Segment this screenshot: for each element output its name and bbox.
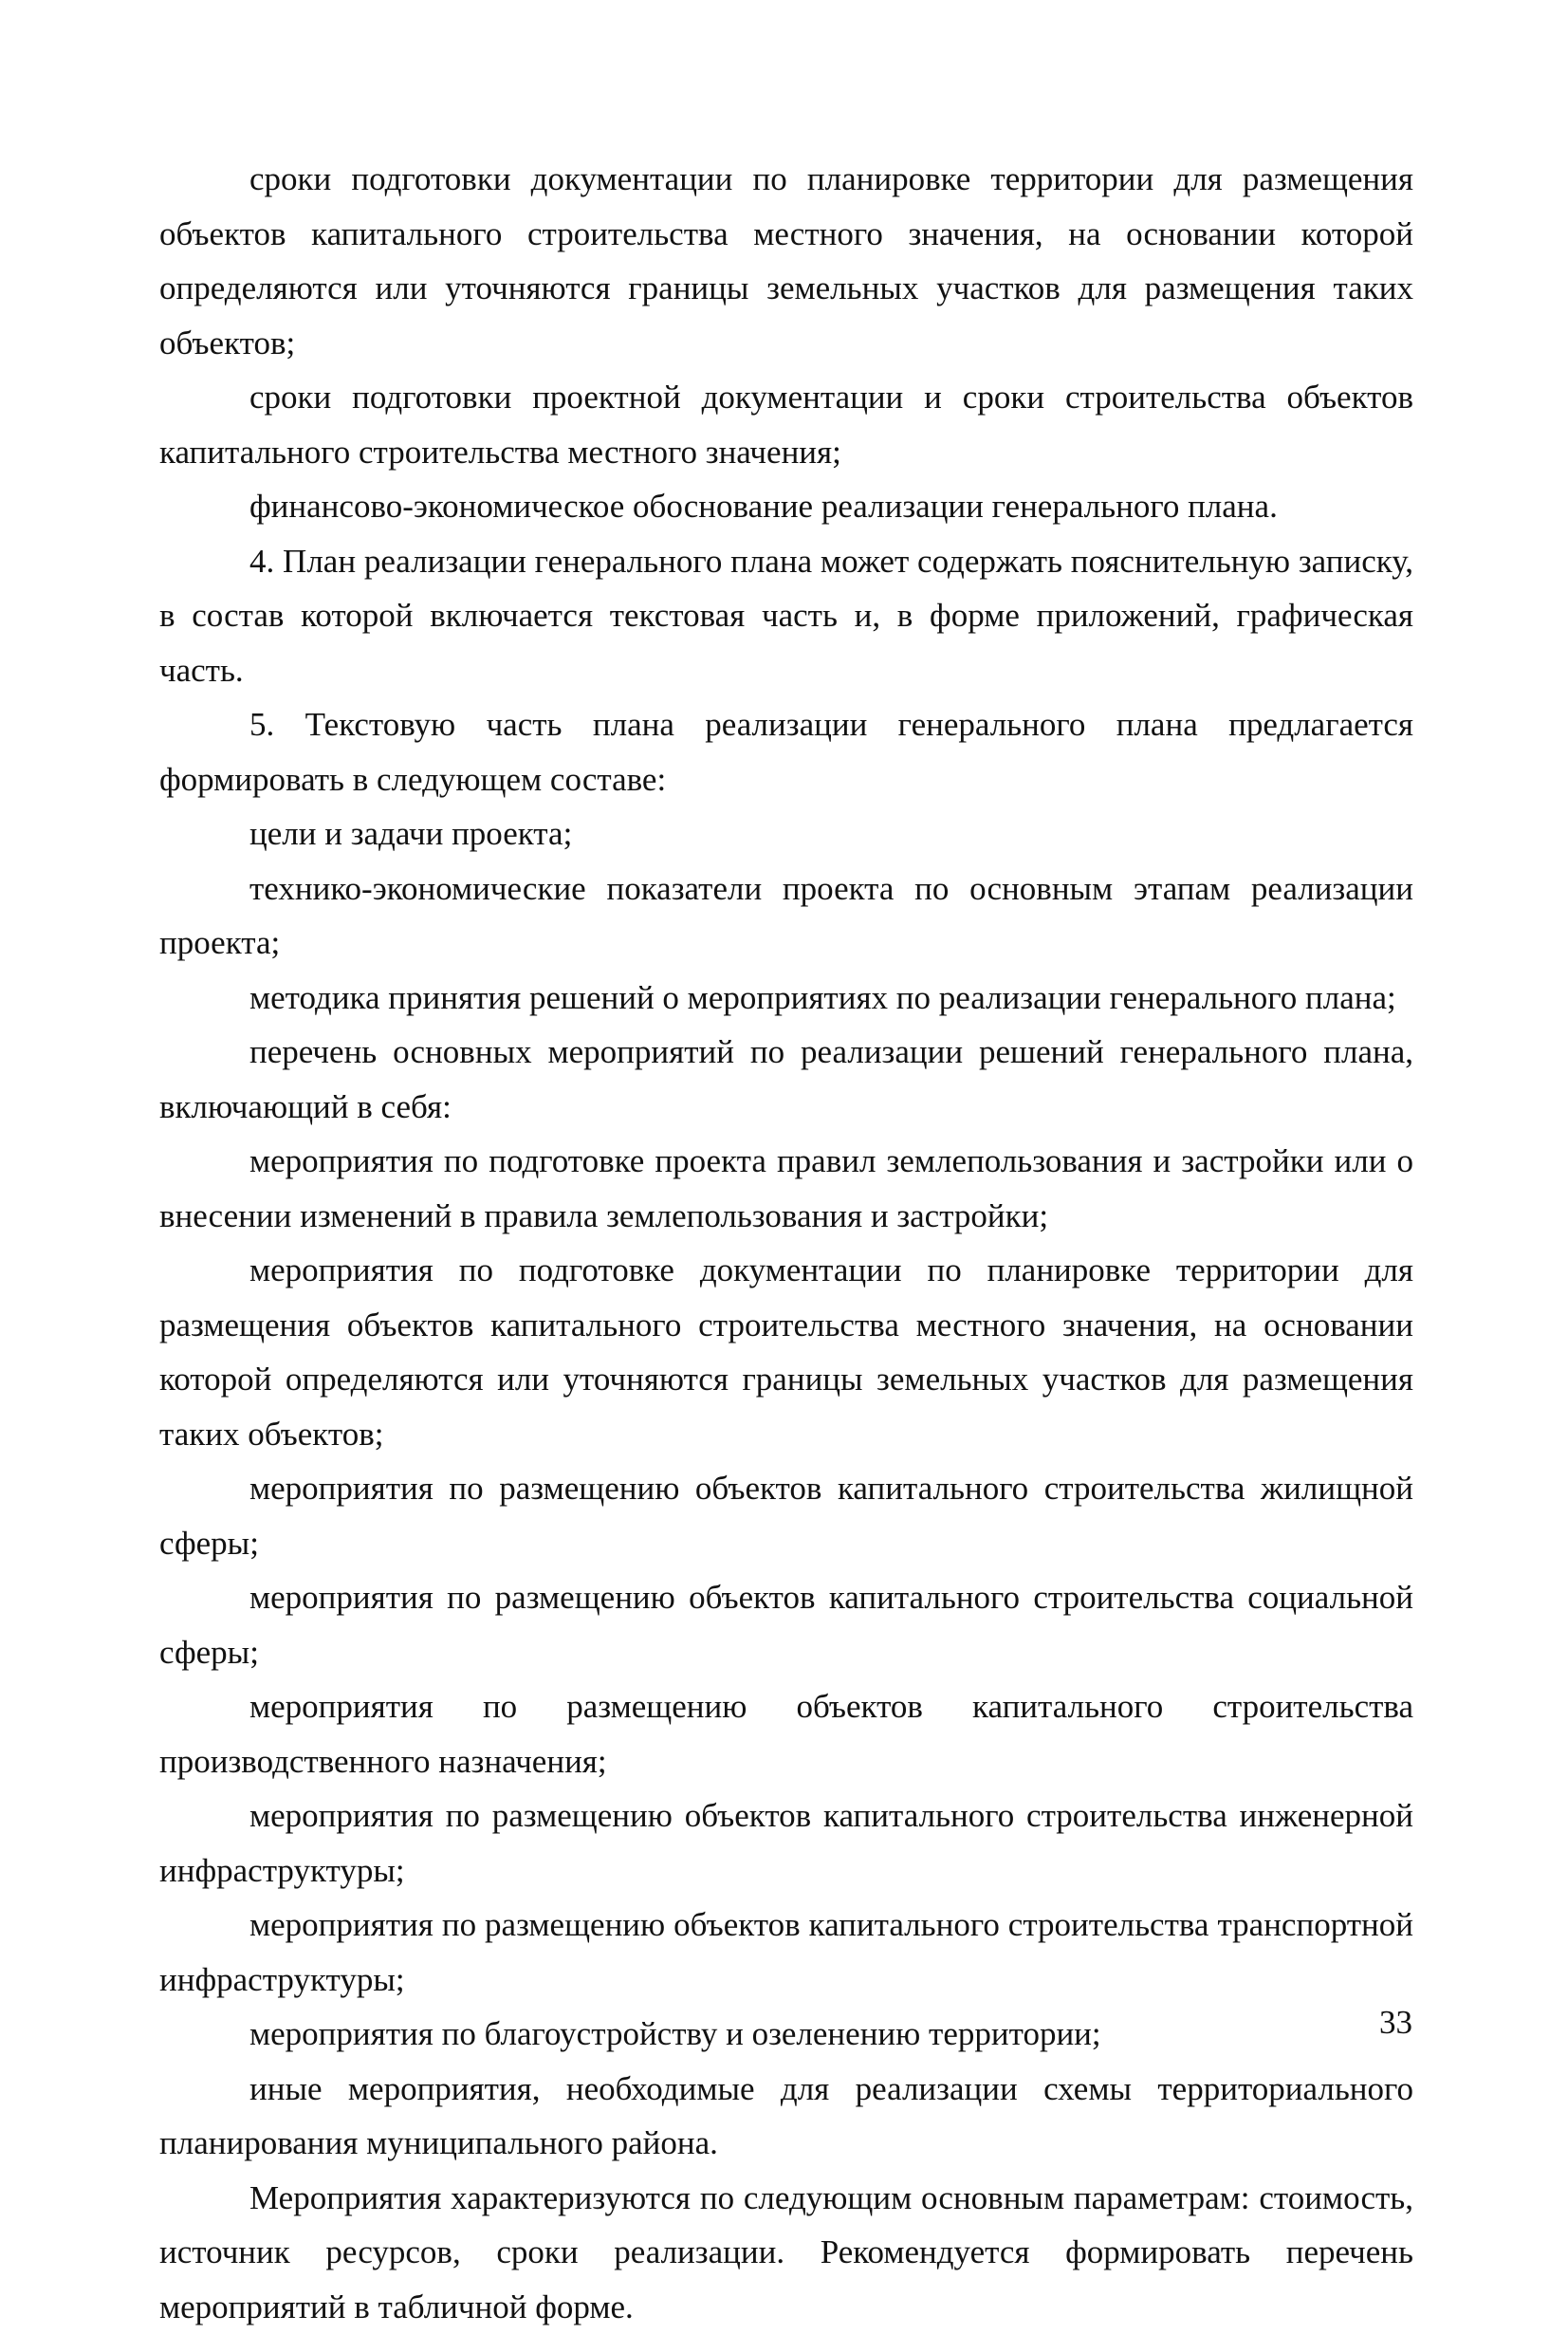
paragraph-other-measures: иные мероприятия, необходимые для реализации схемы территориального планирования муниципального района. — [159, 2062, 1413, 2171]
paragraph-landscaping: мероприятия по благоустройству и озеленению территории; — [159, 2007, 1413, 2062]
paragraph-design-construction-deadlines: сроки подготовки проектной документации и сроки строительства объектов капитального строительства местного значения; — [159, 370, 1413, 479]
paragraph-land-use-rules: мероприятия по подготовке проекта правил землепользования и застройки или о внесении изменений в правила землепользования и застройки; — [159, 1134, 1413, 1243]
paragraph-goals: цели и задачи проекта; — [159, 806, 1413, 861]
body-text — [159, 152, 1413, 2334]
paragraph-engineering: мероприятия по размещению объектов капитального строительства инженерной инфраструктуры; — [159, 1788, 1413, 1898]
paragraph-measures-list: перечень основных мероприятий по реализации решений генерального плана, включающий в себя: — [159, 1025, 1413, 1134]
paragraph-social: мероприятия по размещению объектов капитального строительства социальной сферы; — [159, 1570, 1413, 1679]
page-number: 33 — [1379, 2004, 1412, 2042]
paragraph-territory-planning: мероприятия по подготовке документации по планировке территории для размещения объектов капитального строительства местного значения, на основании которой определяются или уточняются границы земельных участков для размещения таких объектов; — [159, 1243, 1413, 1461]
paragraph-transport: мероприятия по размещению объектов капитального строительства транспортной инфраструктуры; — [159, 1898, 1413, 2007]
paragraph-methodology: методика принятия решений о мероприятиях по реализации генерального плана; — [159, 971, 1413, 1026]
paragraph-indicators: технико-экономические показатели проекта по основным этапам реализации проекта; — [159, 861, 1413, 971]
paragraph-item-5: 5. Текстовую часть плана реализации генерального плана предлагается формировать в следующем составе: — [159, 697, 1413, 806]
paragraph-housing: мероприятия по размещению объектов капитального строительства жилищной сферы; — [159, 1461, 1413, 1570]
paragraph-measures-parameters: Мероприятия характеризуются по следующим основным параметрам: стоимость, источник ресурсов, сроки реализации. Рекомендуется формировать перечень мероприятий в табличной форме. — [159, 2171, 1413, 2334]
paragraph-planning-docs-deadlines: сроки подготовки документации по планировке территории для размещения объектов капитального строительства местного значения, на основании которой определяются или уточняются границы земельных участков для размещения таких объектов; — [159, 152, 1413, 370]
paragraph-industrial: мероприятия по размещению объектов капитального строительства производственного назначения; — [159, 1679, 1413, 1788]
paragraph-item-4: 4. План реализации генерального плана может содержать пояснительную записку, в состав которой включается текстовая часть и, в форме приложений, графическая часть. — [159, 534, 1413, 698]
paragraph-financial-justification: финансово-экономическое обоснование реализации генерального плана. — [159, 479, 1413, 534]
